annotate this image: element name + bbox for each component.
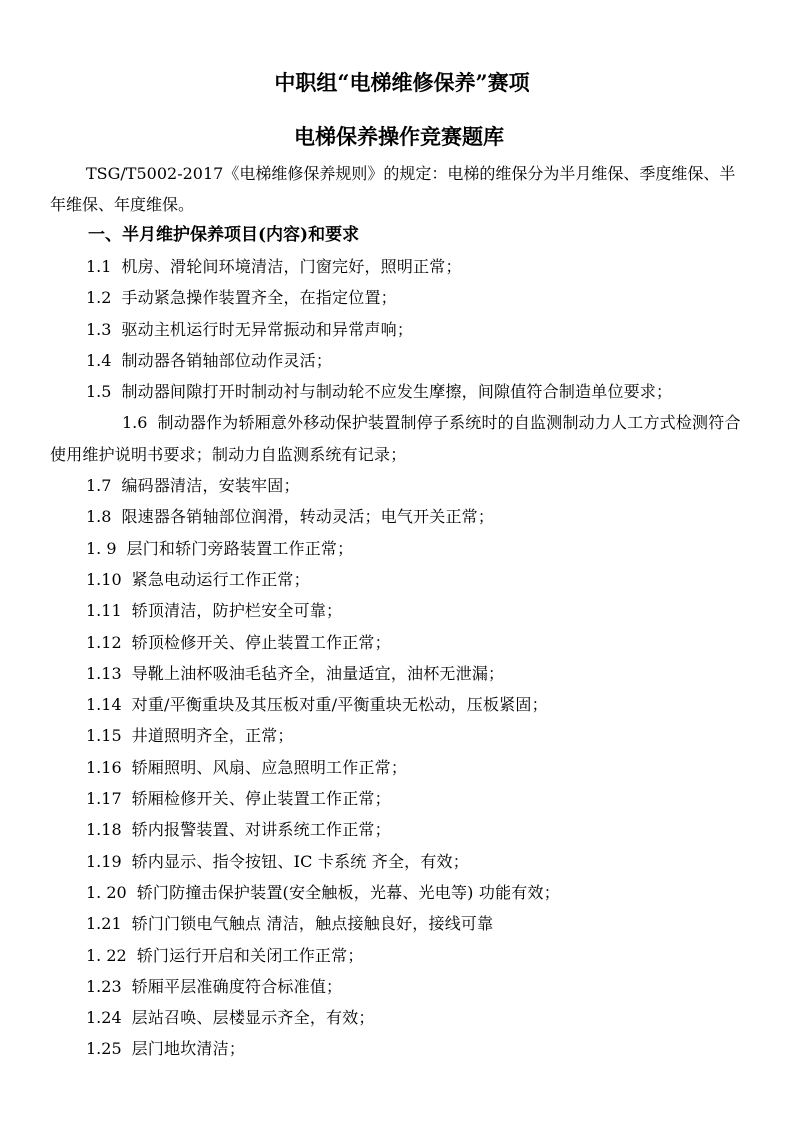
list-item (50, 314, 744, 345)
list-item (50, 345, 744, 376)
list-item (50, 658, 744, 689)
item-number: 1.23 (86, 976, 122, 996)
item-number: 1.13 (86, 663, 122, 683)
item-text: 制动器作为轿厢意外移动保护装置制停子系统时的自监测制动力人工方式检测符合使用维护说明书要求；制动力自监测系统有记录； (50, 413, 741, 464)
list-item (50, 251, 744, 282)
item-text: 层站召唤、层楼显示齐全，有效； (131, 1008, 375, 1028)
item-text: 制动器间隙打开时制动衬与制动轮不应发生摩擦，间隙值符合制造单位要求； (121, 382, 673, 402)
item-number: 1. 20 (86, 882, 127, 902)
item-number: 1.4 (86, 350, 112, 370)
item-number: 1.8 (86, 507, 112, 527)
list-item (50, 564, 744, 595)
list-item (50, 1002, 744, 1033)
item-text: 限速器各销轴部位润滑，转动灵活；电气开关正常； (121, 507, 495, 527)
item-text: 轿门运行开启和关闭工作正常； (136, 945, 364, 965)
list-item (50, 940, 744, 971)
item-number: 1.6 (122, 413, 148, 433)
item-text: 轿门门锁电气触点 清洁，触点接触良好，接线可靠 (131, 914, 494, 934)
document-subtitle: 电梯保养操作竞赛题库 (294, 124, 504, 149)
item-text: 机房、滑轮间环境清洁，门窗完好，照明正常； (121, 257, 462, 276)
item-number: 1.19 (86, 851, 122, 871)
item-text: 轿内显示、指令按钮、IC 卡系统 齐全，有效； (131, 851, 469, 871)
list-item (50, 908, 744, 939)
item-number: 1.5 (86, 382, 112, 402)
item-number: 1.25 (86, 1039, 122, 1059)
list-item (50, 752, 744, 783)
list-item (50, 282, 744, 313)
document-title: 中职组“电梯维修保养”赛项 (274, 70, 530, 95)
list-item (50, 814, 744, 845)
item-text: 制动器各销轴部位动作灵活； (121, 350, 333, 370)
list-item (50, 783, 744, 814)
item-number: 1.15 (86, 726, 122, 746)
intro-paragraph: TSG/T5002-2017《电梯维修保养规则》的规定：电梯的维保分为半月维保、季度维保、半年维保、年度维保。 (50, 164, 736, 214)
item-number: 1.16 (86, 757, 122, 777)
list-item (50, 501, 744, 532)
item-text: 轿顶清洁，防护栏安全可靠； (131, 601, 343, 621)
item-text: 驱动主机运行时无异常振动和异常声响； (121, 319, 414, 339)
item-number: 1.18 (86, 820, 122, 840)
item-text: 紧急电动运行工作正常； (131, 569, 310, 589)
item-number: 1.7 (86, 476, 112, 496)
item-text: 对重/平衡重块及其压板对重/平衡重块无松动，压板紧固； (131, 695, 548, 715)
list-item (50, 1033, 744, 1064)
item-number: 1.11 (86, 601, 122, 621)
item-text: 轿内报警装置、对讲系统工作正常； (131, 820, 391, 840)
list-item (50, 407, 744, 470)
item-text: 轿厢照明、风扇、应急照明工作正常； (131, 757, 408, 777)
section-heading-1: 一、半月维护保养项目(内容)和要求 (88, 225, 360, 245)
item-text: 轿顶检修开关、停止装置工作正常； (131, 632, 391, 652)
item-number: 1.21 (86, 914, 122, 934)
item-number: 1. 22 (86, 945, 127, 965)
list-item (50, 720, 744, 751)
item-text: 轿门防撞击保护装置(安全触板，光幕、光电等) 功能有效； (136, 882, 560, 902)
list-item (50, 470, 744, 501)
item-number: 1. 9 (86, 538, 117, 558)
item-number: 1.3 (86, 319, 112, 339)
item-number: 1.24 (86, 1008, 122, 1028)
item-text: 井道照明齐全，正常； (131, 726, 294, 746)
item-text: 编码器清洁，安装牢固； (121, 476, 300, 496)
item-number: 1.1 (86, 257, 112, 276)
item-text: 层门地坎清洁； (131, 1039, 246, 1059)
item-number: 1.12 (86, 632, 122, 652)
list-item (50, 376, 744, 407)
list-item (50, 689, 744, 720)
list-item (50, 877, 744, 908)
item-text: 导靴上油杯吸油毛毡齐全，油量适宜，油杯无泄漏； (131, 663, 505, 683)
list-item (50, 533, 744, 564)
list-item (50, 627, 744, 658)
list-item (50, 846, 744, 877)
item-number: 1.2 (86, 288, 112, 308)
item-number: 1.14 (86, 695, 122, 715)
list-item (50, 971, 744, 1002)
maintenance-item-list (50, 251, 744, 1065)
item-number: 1.17 (86, 789, 122, 809)
list-item (50, 595, 744, 626)
item-text: 轿厢检修开关、停止装置工作正常； (131, 789, 391, 809)
item-text: 手动紧急操作装置齐全，在指定位置； (121, 288, 397, 308)
item-text: 轿厢平层准确度符合标准值； (131, 976, 343, 996)
item-text: 层门和轿门旁路装置工作正常； (126, 538, 354, 558)
item-number: 1.10 (86, 569, 122, 589)
